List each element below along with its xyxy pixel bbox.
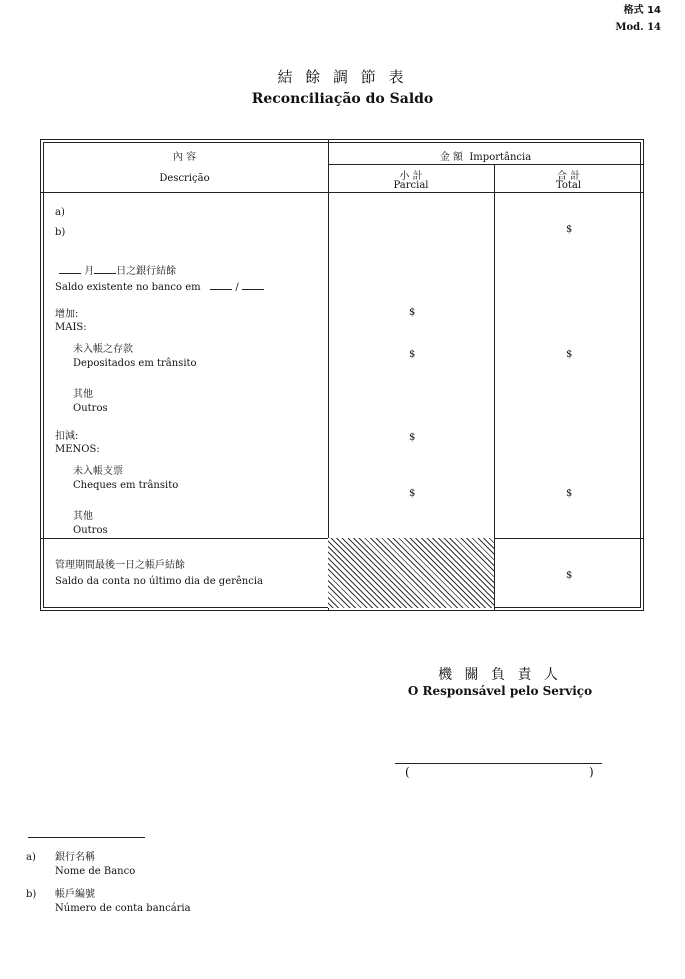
- footnote-a-pt: Nome de Banco: [55, 866, 136, 877]
- row-b-total-currency: $: [566, 224, 573, 235]
- signature-title-pt: O Responsável pelo Serviço: [407, 684, 593, 698]
- form-number-pt: Mod. 14: [615, 22, 661, 33]
- row-a-label: a): [55, 207, 65, 218]
- cheques-pt: Cheques em trânsito: [73, 480, 179, 491]
- others1-zh: 其他: [73, 389, 93, 400]
- signature-open-paren: (: [405, 765, 410, 779]
- page-title-pt: Reconciliação do Saldo: [251, 91, 434, 107]
- row-b-label: b): [55, 227, 66, 238]
- less-partial-currency: $: [409, 432, 416, 443]
- footnote-a-zh: 銀行名稱: [55, 852, 95, 863]
- final-balance-zh: 管理期間最後一日之帳戶結餘: [55, 560, 185, 571]
- less-pt: MENOS:: [55, 444, 100, 455]
- header-divider-amount: [328, 164, 643, 165]
- footnote-b-pt: Número de conta bancária: [55, 903, 191, 914]
- total-header-zh: 合 計: [556, 171, 581, 182]
- add-partial-currency: $: [409, 307, 416, 318]
- page-title-zh: 結 餘 調 節 表: [277, 68, 408, 86]
- final-total-currency: $: [566, 570, 573, 581]
- deposits-zh: 未入帳之存款: [73, 344, 133, 355]
- column-divider-2: [494, 164, 495, 610]
- hatched-partial-cell: [328, 538, 494, 608]
- partial-header-zh: 小 計: [399, 171, 423, 182]
- others1-pt: Outros: [73, 403, 108, 414]
- others2-pt: Outros: [73, 525, 108, 536]
- desc-header-zh: 內 容: [172, 152, 197, 163]
- deposits-pt: Depositados em trânsito: [73, 358, 197, 369]
- amount-header: 金 額 Importância: [439, 152, 532, 163]
- others2-zh: 其他: [73, 511, 93, 522]
- reconciliation-table: [40, 139, 644, 611]
- desc-header-pt: Descrição: [159, 173, 210, 184]
- header-bottom-line: [41, 192, 643, 193]
- signature-title-zh: 機 關 負 責 人: [438, 667, 562, 683]
- footnote-b-zh: 帳戶編號: [55, 889, 95, 900]
- partial-header-pt: Parcial: [393, 180, 429, 191]
- cheques-total-currency: $: [566, 488, 573, 499]
- bank-balance-pt: Saldo existente no banco em /: [55, 280, 264, 294]
- bank-balance-zh: 月 日之銀行結餘: [59, 264, 176, 278]
- form-number-zh: 格式 14: [623, 5, 661, 16]
- deposits-partial-currency: $: [409, 349, 416, 360]
- total-header-pt: Total: [555, 180, 582, 191]
- signature-line[interactable]: [395, 763, 602, 764]
- cheques-zh: 未入帳支票: [73, 466, 123, 477]
- cheques-partial-currency: $: [409, 488, 416, 499]
- footnote-separator: [28, 837, 145, 838]
- less-zh: 扣減:: [55, 431, 79, 442]
- deposits-total-currency: $: [566, 349, 573, 360]
- footnote-a-marker: a): [26, 852, 36, 863]
- signature-close-paren: ): [589, 765, 594, 779]
- footnote-b-marker: b): [26, 889, 37, 900]
- add-pt: MAIS:: [55, 322, 87, 333]
- final-balance-pt: Saldo da conta no último dia de gerência: [55, 576, 264, 587]
- add-zh: 增加:: [55, 309, 79, 320]
